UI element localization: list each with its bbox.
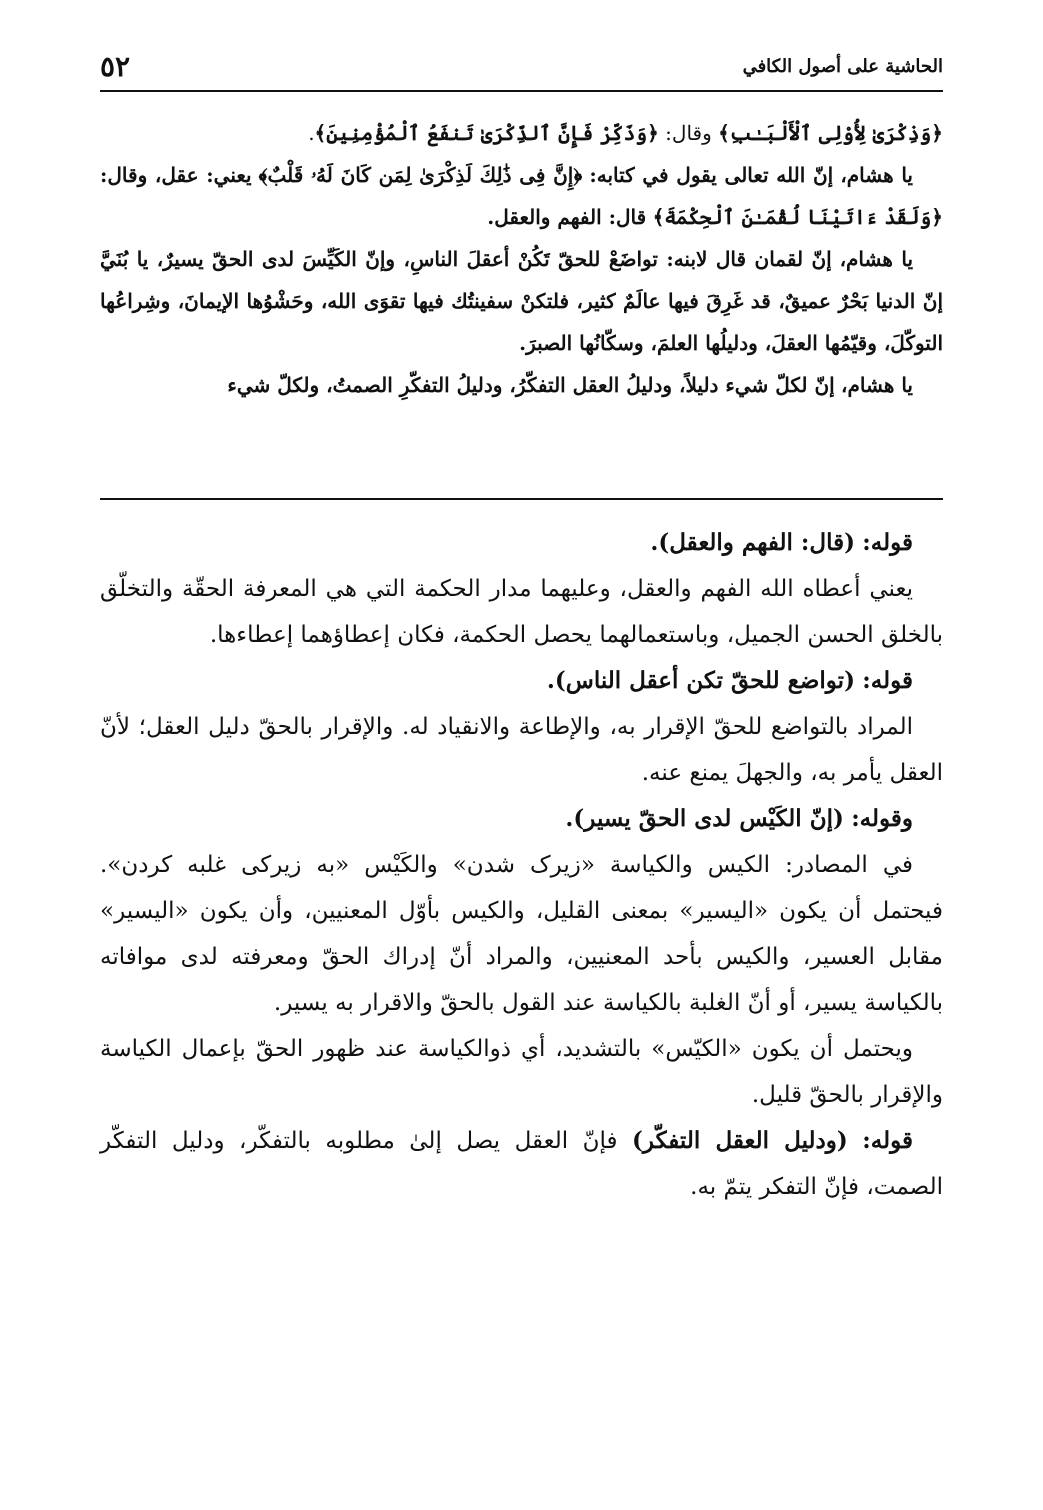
quran-verse: ﴿إِنَّ فِى ذَٰلِكَ لَذِكْرَىٰ لِمَن كَانَ لَهُۥ قَلْبٌ﴾ — [258, 163, 583, 187]
hadith-text-span: يعني: عقل، وقال: — [100, 163, 252, 187]
hadith-paragraph — [100, 364, 943, 406]
hadith-paragraph: ﴿وَذِكْرَىٰ لِأُوْلِى ٱلْأَلْبَـٰبِ﴾ وقال: ﴿وَذَكِّرْ فَإِنَّ ٱلذِّكْرَىٰ تَنفَعُ ٱلْمُؤْمِنِينَ﴾. — [308, 121, 943, 145]
lemma-quote: (إنّ الكَيْس لدى الحقّ يسير). — [565, 805, 844, 832]
hadith-text-span: إنّ لقمان قال لابنه: تواضَعْ للحقّ تَكُنْ أعقلَ الناسِ، وإنّ الكَيِّسَ لدى الحقّ يسيرٌ، يا بُنَيَّ إنّ الدنيا بَحْرٌ عميقٌ، قد غَرِقَ فيها عالَمٌ كثير، فلتكنْ سفينتُك فيها تقوَى الله، وحَشْوُها الإيمانَ، وشِراعُها التوكّلَ، وقيّمُها العقلَ، ودليلُها العلمَ، وسكّانُها الصبرَ. — [100, 247, 943, 355]
lemma-label: وقوله: — [851, 805, 913, 832]
commentary-section — [100, 520, 943, 1210]
hadith-paragraph — [100, 238, 943, 364]
quran-verse: ﴿وَذِكْرَىٰ لِأُوْلِى ٱلْأَلْبَـٰبِ﴾ — [718, 121, 943, 145]
running-title: الحاشية على أصول الكافي — [742, 55, 943, 77]
lemma-label: قوله: — [862, 667, 913, 694]
hadith-text-span: إنّ لكلّ شيء دليلاً، ودليلُ العقل التفكّرُ، ودليلُ التفكّرِ الصمتُ، ولكلّ شيء — [227, 373, 835, 397]
quran-verse: ﴿وَلَقَدْ ءَاتَيْنَا لُقْمَـٰنَ ٱلْحِكْمَةَ﴾ — [652, 205, 943, 229]
hadith-paragraph — [100, 154, 943, 238]
lemma-quote: (قال: الفهم والعقل). — [650, 529, 855, 556]
lemma-label: قوله: — [862, 1127, 913, 1154]
hadith-address: يا هشام، — [841, 373, 913, 397]
commentary-paragraph: المراد بالتواضع للحقّ الإقرار به، والإطاعة والانقياد له. والإقرار بالحقّ دليل العقل؛ لأنّ العقل يأمر به، والجهلَ يمنع عنه. — [100, 714, 943, 786]
hadith-address: يا هشام، — [839, 247, 914, 271]
commentary-paragraph — [100, 1118, 943, 1210]
commentary-paragraph: في المصادر: الكيس والكياسة «زيرک شدن» والكَيْس «به زيركی غلبه كردن». فيحتمل أن يكون «اليسير» بمعنى القليل، والكيس بأوّل المعنيين، وأن يكون «اليسير» مقابل العسير، والكيس بأحد المعنيين، والمراد أنّ إدراك الحقّ ومعرفته لدى موافاته بالكياسة يسير، أو أنّ الغلبة بالكياسة عند القول بالحقّ والاقرار به يسير. — [100, 852, 943, 1016]
footnote-divider — [100, 498, 943, 500]
lemma-heading — [100, 796, 943, 842]
hadith-address: يا هشام، — [840, 163, 914, 187]
hadith-text-span: قال: الفهم والعقل. — [487, 205, 647, 229]
commentary-paragraph: يعني أعطاه الله الفهم والعقل، وعليهما مدار الحكمة التي هي المعرفة الحقّة والتخلّق بالخلق الحسن الجميل، وباستعمالهما يحصل الحكمة، فكان إعطاؤهما إعطاءها. — [100, 576, 943, 648]
lemma-quote: (تواضع للحقّ تكن أعقل الناس). — [546, 667, 855, 694]
hadith-text-span: وقال: — [665, 121, 712, 145]
lemma-label: قوله: — [862, 529, 913, 556]
page-header — [100, 42, 943, 92]
lemma-heading — [100, 520, 943, 566]
lemma-heading — [100, 658, 943, 704]
lemma-quote: (ودليل العقل التفكّر) — [632, 1127, 848, 1154]
commentary-text-span: فإنّ العقل يصل إلىٰ مطلوبه بالتفكّر، ودليل التفكّر الصمت، فإنّ التفكر يتمّ به. — [100, 1128, 943, 1200]
page-number: ٥٢ — [100, 49, 131, 83]
commentary-paragraph: ويحتمل أن يكون «الكيّس» بالتشديد، أي ذوالكياسة عند ظهور الحقّ بإعمال الكياسة والإقرار بالحقّ قليل. — [100, 1036, 943, 1108]
hadith-text-span: إنّ الله تعالى يقول في كتابه: — [589, 163, 834, 187]
hadith-text — [100, 112, 943, 406]
quran-verse: ﴿وَذَكِّرْ فَإِنَّ ٱلذِّكْرَىٰ تَنفَعُ ٱلْمُؤْمِنِينَ﴾ — [314, 121, 659, 145]
